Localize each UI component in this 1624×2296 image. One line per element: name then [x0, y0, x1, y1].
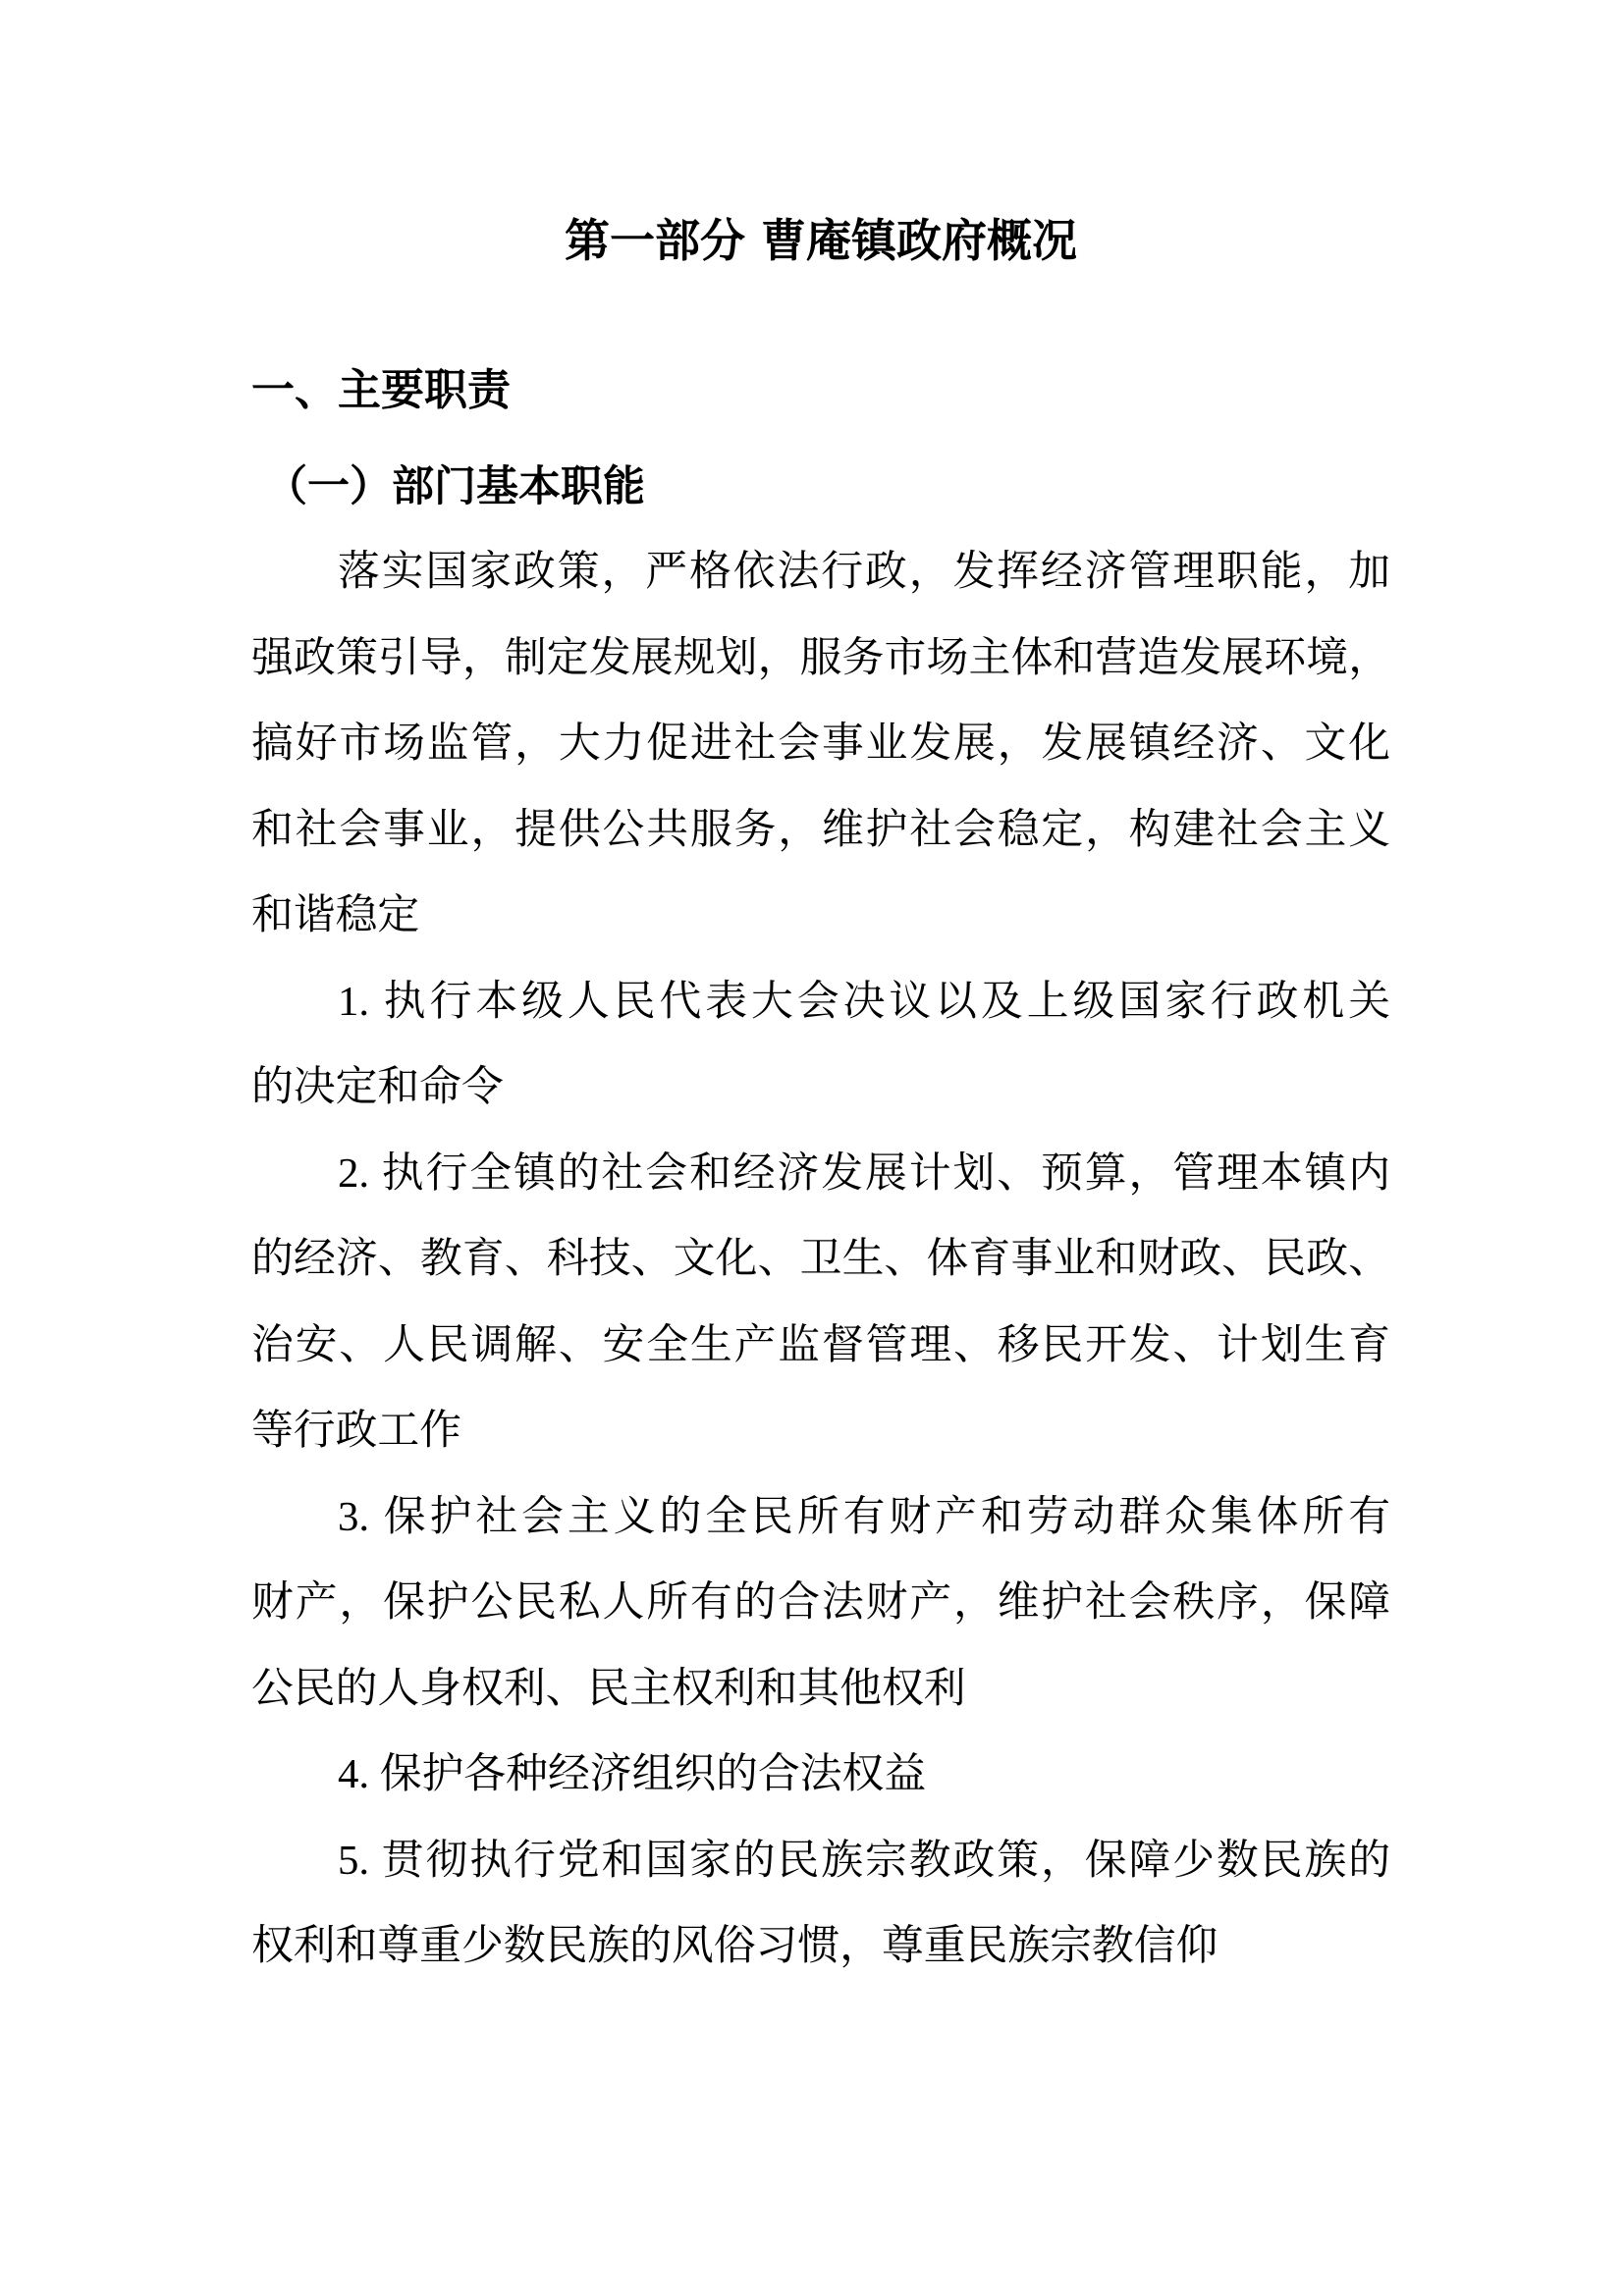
- body-line: 公民的人身权利、民主权利和其他权利: [251, 1665, 966, 1712]
- body-line: 和社会事业，提供公共服务，维护社会稳定，构建社会主义: [251, 806, 1390, 853]
- body-line: 4. 保护各种经济组织的合法权益: [338, 1751, 927, 1797]
- body-line: 5. 贯彻执行党和国家的民族宗教政策，保障少数民族的: [338, 1837, 1390, 1884]
- body-text: [251, 529, 1390, 1990]
- body-line: 的决定和命令: [251, 1064, 504, 1110]
- body-line: 治安、人民调解、安全生产监督管理、移民开发、计划生育: [251, 1321, 1390, 1368]
- body-line: 和谐稳定: [251, 892, 420, 938]
- page-title: 第一部分 曹庵镇政府概况: [564, 214, 1077, 267]
- list-item-4: [251, 1732, 1390, 1818]
- body-line: 落实国家政策，严格依法行政，发挥经济管理职能，加: [338, 549, 1390, 595]
- body-line: 强政策引导，制定发展规划，服务市场主体和营造发展环境，: [251, 634, 1390, 681]
- list-item-2: [251, 1131, 1390, 1474]
- body-line: 2. 执行全镇的社会和经济发展计划、预算，管理本镇内: [338, 1149, 1390, 1197]
- body-line: 权利和尊重少数民族的风俗习惯，尊重民族宗教信仰: [251, 1923, 1218, 1969]
- document-content: [251, 0, 1390, 2296]
- list-item-1: [251, 959, 1390, 1131]
- body-line: 1. 执行本级人民代表大会决议以及上级国家行政机关: [338, 978, 1390, 1025]
- body-line: 搞好市场监管，大力促进社会事业发展，发展镇经济、文化: [251, 721, 1390, 767]
- body-line: 等行政工作: [251, 1408, 461, 1454]
- body-line: 3. 保护社会主义的全民所有财产和劳动群众集体所有: [338, 1493, 1390, 1540]
- body-line: 的经济、教育、科技、文化、卫生、体育事业和财政、民政、: [251, 1236, 1390, 1282]
- list-item-5: [251, 1818, 1390, 1990]
- body-line: 财产，保护公民私人所有的合法财产，维护社会秩序，保障: [251, 1579, 1390, 1626]
- paragraph-intro: [251, 529, 1390, 959]
- list-item-3: [251, 1474, 1390, 1733]
- section-heading: 一、主要职责: [251, 365, 511, 415]
- subsection-heading: （一）部门基本职能: [265, 462, 645, 511]
